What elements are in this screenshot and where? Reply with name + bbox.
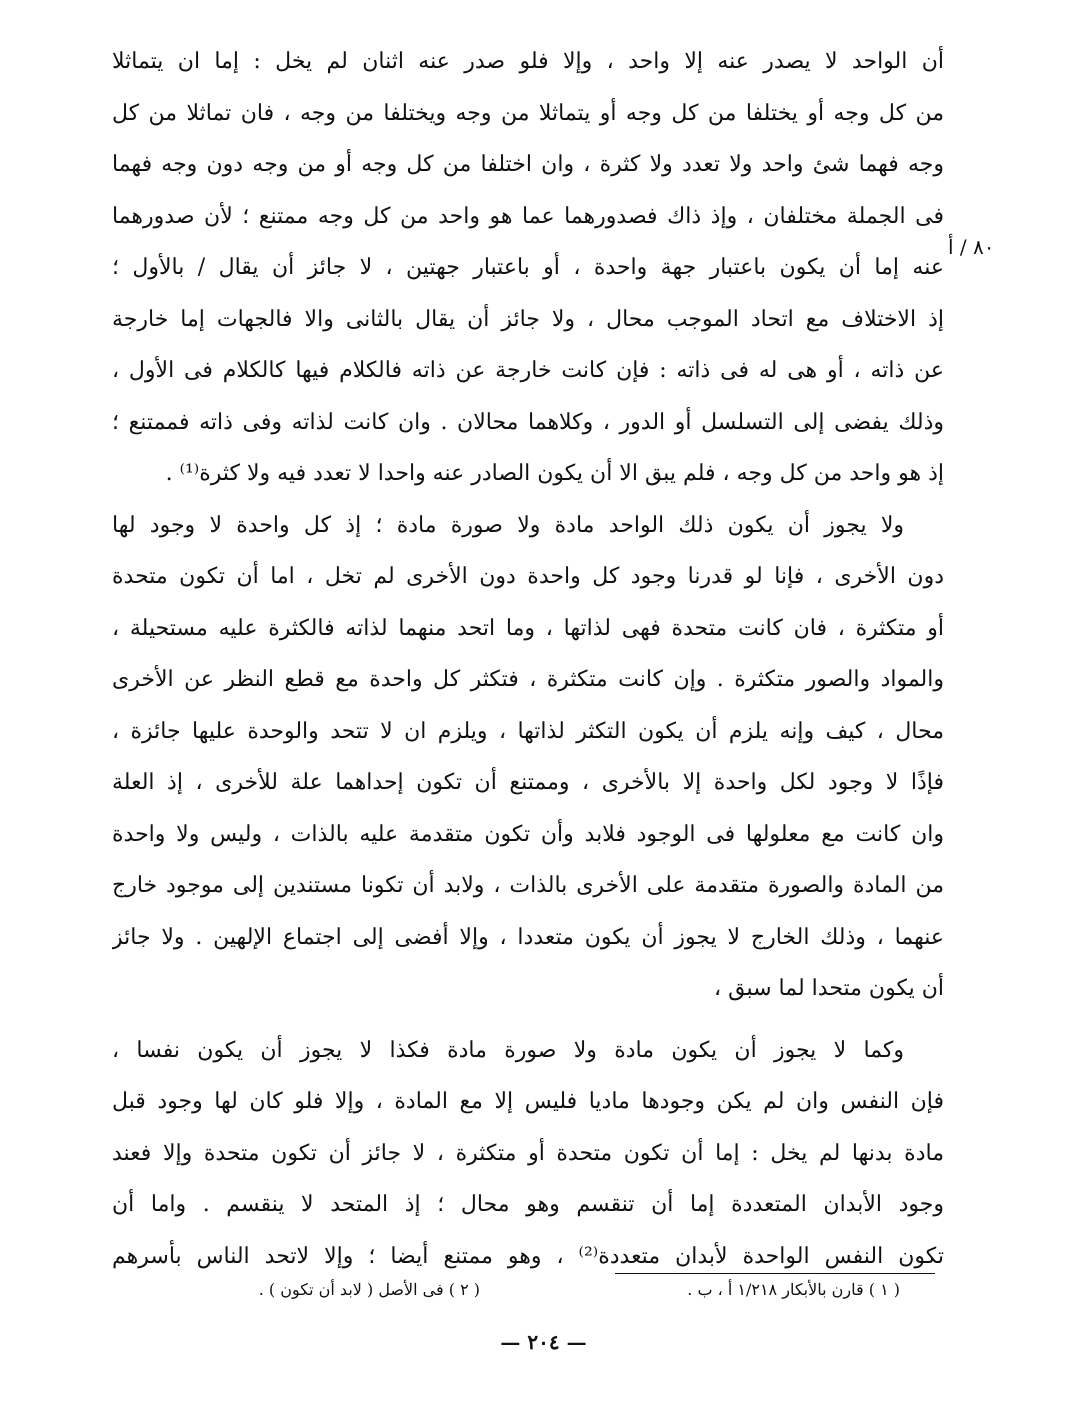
- text-line: وكما لا يجوز أن يكون مادة ولا صورة مادة فكذا لا يجوز أن يكون نفسا ،: [112, 1037, 904, 1063]
- text-line: ولا يجوز أن يكون ذلك الواحد مادة ولا صورة مادة ؛ إذ كل واحدة لا وجود لها: [112, 512, 904, 538]
- footnote-1: ( ١ ) قارن بالأبكار ١/٢١٨ أ ، ب .: [687, 1280, 900, 1299]
- text-line: أن الواحد لا يصدر عنه إلا واحد ، وإلا فلو صدر عنه اثنان لم يخل : إما ان يتماثلا: [112, 49, 944, 74]
- body-text: [112, 36, 944, 1282]
- text-line: دون الأخرى ، فإنا لو قدرنا وجود كل واحدة دون الأخرى لم تخل ، اما أن تكون متحدة: [112, 564, 944, 589]
- text-line: إذ الاختلاف مع اتحاد الموجب محال ، ولا جائز أن يقال بالثانى والا فالجهات إما خارجة: [112, 306, 944, 332]
- text-line: وذلك يفضى إلى التسلسل أو الدور ، وكلاهما محالان . وان كانت لذاته وفى ذاته فممتنع ؛: [112, 409, 944, 435]
- text-line: فإن النفس وان لم يكن وجودها ماديا فليس إلا مع المادة ، وإلا فلو كان لها وجود قبل: [112, 1089, 944, 1114]
- page-number: — ٢٠٤ —: [500, 1330, 587, 1354]
- text-line: مادة بدنها لم يخل : إما أن تكون متحدة أو متكثرة ، لا جائز أن تكون متحدة وإلا فعند: [112, 1140, 944, 1166]
- footnote-divider: [615, 1273, 935, 1274]
- text-line: والمواد والصور متكثرة . وإن كانت متكثرة ، فتكثر كل واحدة مع قطع النظر عن الأخرى: [112, 667, 944, 692]
- text-line: من المادة والصورة متقدمة على الأخرى بالذات ، ولابد أن تكونا مستندين إلى موجود خارج: [112, 873, 944, 898]
- text-line: وجود الأبدان المتعددة إما أن تنقسم وهو محال ؛ إذ المتحد لا ينقسم . واما أن: [112, 1192, 944, 1217]
- text-line: فإذًا لا وجود لكل واحدة إلا بالأخرى ، وممتنع أن تكون إحداهما علة للأخرى ، إذ العلة: [112, 770, 944, 795]
- margin-folio-note: ٨٠ / أ: [948, 235, 995, 259]
- footnotes: [200, 1280, 900, 1310]
- text-line: وجه فهما شئ واحد ولا تعدد ولا كثرة ، وان اختلفا من كل وجه أو من وجه دون وجه فهما: [112, 152, 944, 177]
- text-line: عنه إما أن يكون باعتبار جهة واحدة ، أو باعتبار جهتين ، لا جائز أن يقال / بالأول ؛: [112, 255, 944, 280]
- text-line: من كل وجه أو يختلفا من كل وجه أو يتماثلا من وجه ويختلفا من وجه ، فان تماثلا من كل: [112, 100, 944, 126]
- text-line: عن ذاته ، أو هى له فى ذاته : فإن كانت خارجة عن ذاته فالكلام فيها كالكلام فى الأول ،: [112, 358, 944, 383]
- text-line: أو متكثرة ، فان كانت متحدة فهى لذاتها ، وما اتحد منهما لذاته فالكثرة عليه مستحيلة ،: [112, 615, 944, 641]
- text-line: عنهما ، وذلك الخارج لا يجوز أن يكون متعددا ، وإلا أفضى إلى اجتماع الإلهين . ولا جائز: [112, 924, 944, 950]
- text-line: إذ هو واحد من كل وجه ، فلم يبق الا أن يكون الصادر عنه واحدا لا تعدد فيه ولا كثرة⁽¹⁾ .: [165, 461, 944, 486]
- text-line: محال ، كيف وإنه يلزم أن يكون التكثر لذاتها ، ويلزم ان لا تتحد والوحدة عليها جائزة ،: [112, 718, 944, 744]
- footnote-2: ( ٢ ) فى الأصل ( لابد أن تكون ) .: [258, 1280, 480, 1299]
- text-line: تكون النفس الواحدة لأبدان متعددة⁽²⁾ ، وهو ممتنع أيضا ؛ وإلا لاتحد الناس بأسرهم: [112, 1243, 944, 1269]
- text-line: أن يكون متحدا لما سبق ،: [714, 976, 944, 1001]
- text-line: فى الجملة مختلفان ، وإذ ذاك فصدورهما عما هو واحد من كل وجه ممتنع ؛ لأن صدورهما: [112, 203, 944, 229]
- text-line: وان كانت مع معلولها فى الوجود فلابد وأن تكون متقدمة عليه بالذات ، وليس ولا واحدة: [112, 821, 944, 847]
